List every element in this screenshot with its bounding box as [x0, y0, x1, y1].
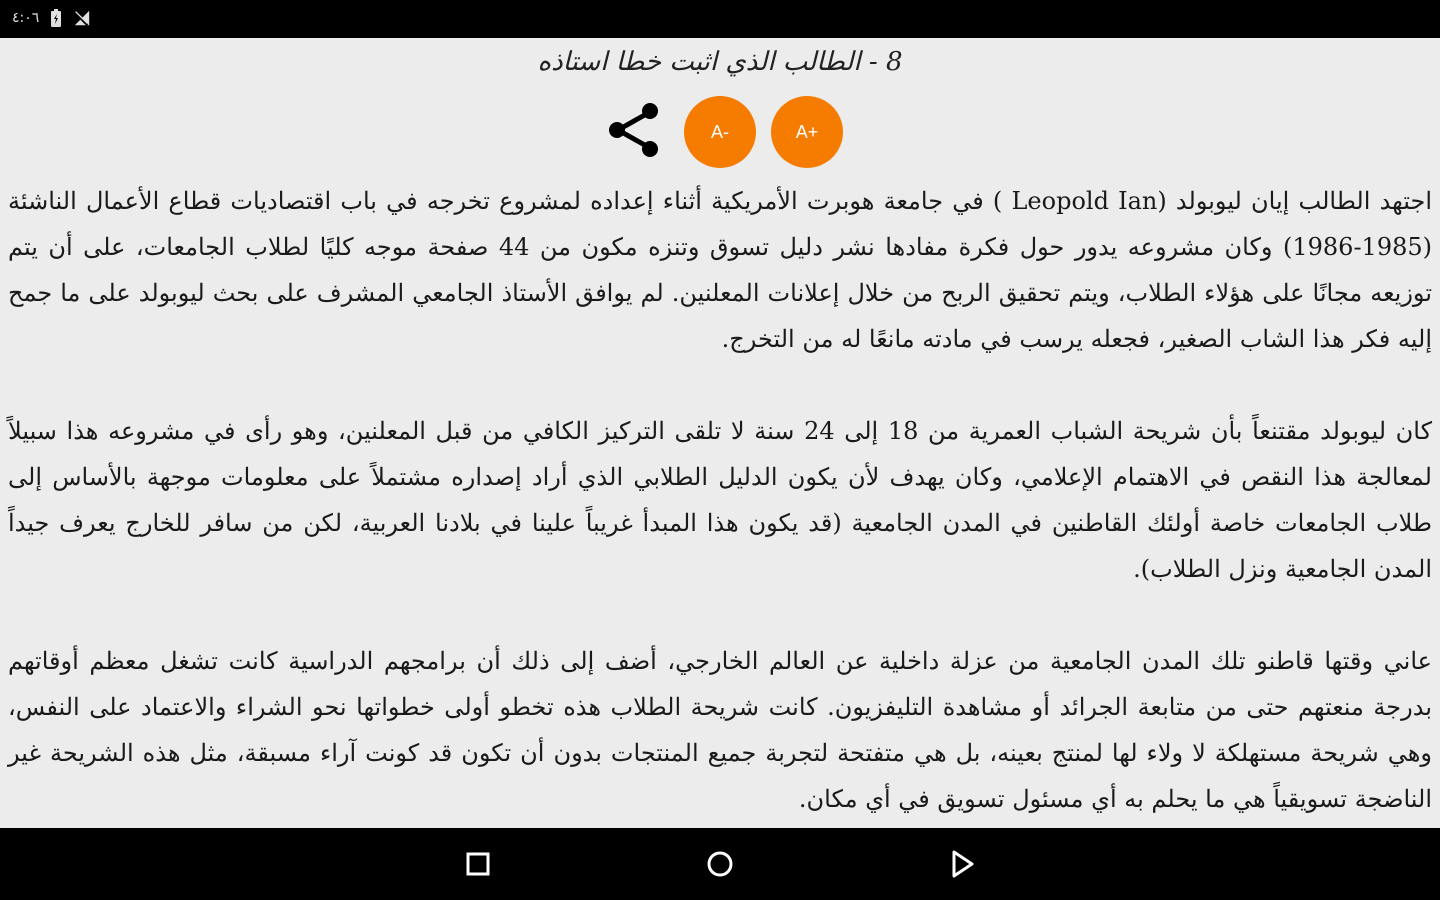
share-icon[interactable] — [602, 98, 666, 162]
article-paragraph: كان ليوبولد مقتنعاً بأن شريحة الشباب العمرية من 18 إلى 24 سنة لا تلقى التركيز الكافي من قبل المعلنين، وهو رأى في مشروعه هذا سبيلاً لمعالجة هذا النقص في الاهتمام الإعلامي، وكان يهدف لأن يكون الدليل الطلابي الذي أراد إصداره مشتملاً على معلومات موجهة بالأساس إلى طلاب الجامعات خاصة أولئك القاطنين في المدن الجامعية (قد يكون هذا المبدأ غريباً علينا في بلادنا العربية، لكن من سافر للخارج يعرف جيداً المدن الجامعية ونزل الطلاب). — [8, 417, 1433, 583]
back-icon[interactable] — [942, 844, 982, 884]
font-increase-button[interactable]: A+ — [771, 96, 843, 168]
article-paragraph: عاني وقتها قاطنو تلك المدن الجامعية من عزلة داخلية عن العالم الخارجي، أضف إلى ذلك أن برامجهم الدراسية كانت تشغل معظم أوقاتهم بدرجة منعتهم حتى من متابعة الجرائد أو مشاهدة التليفزيون. كانت شريحة الطلاب هذه تخطو أولى خطواتها نحو الشراء والاعتماد على النفس، وهي شريحة مستهلكة لا ولاء لها لمنتج بعينه، بل هي متفتحة لتجربة جميع المنتجات بدون أن تكون قد كونت آراء مسبقة، مثل هذه الشريحة غير الناضجة تسويقياً هي ما يحلم به أي مسئول تسويق في أي مكان. — [8, 647, 1432, 813]
status-left — [12, 8, 91, 28]
article-body — [8, 178, 1432, 828]
signal-off-icon — [73, 8, 91, 28]
navigation-bar — [0, 828, 1440, 900]
reader-content — [0, 38, 1440, 828]
font-decrease-button[interactable]: A- — [684, 96, 756, 168]
home-icon[interactable] — [700, 844, 740, 884]
status-time: ٤:٠٦ — [12, 10, 40, 26]
article-actions — [600, 94, 850, 170]
article-paragraph: اجتهد الطالب إيان ليوبولد (Leopold Ian ) في جامعة هوبرت الأمريكية أثناء إعداده لمشروع تخرجه في باب اقتصاديات قطاع الأعمال الناشئة (1985-1986) وكان مشروعه يدور حول فكرة مفادها نشر دليل تسوق وتنزه مكون من 44 صفحة موجه كليًا لطلاب الجامعات، على أن يتم توزيعه مجانًا على هؤلاء الطلاب، ويتم تحقيق الربح من خلال إعلانات المعلنين. لم يوافق الأستاذ الجامعي المشرف على بحث ليوبولد على ما جمح إليه فكر هذا الشاب الصغير، فجعله يرسب في مادته مانعًا له من التخرج. — [8, 187, 1432, 353]
battery-icon — [47, 8, 65, 28]
recents-icon[interactable] — [458, 844, 498, 884]
article-title: 8 - الطالب الذي اثبت خطا استاذه — [537, 47, 903, 77]
status-bar — [0, 0, 1440, 38]
